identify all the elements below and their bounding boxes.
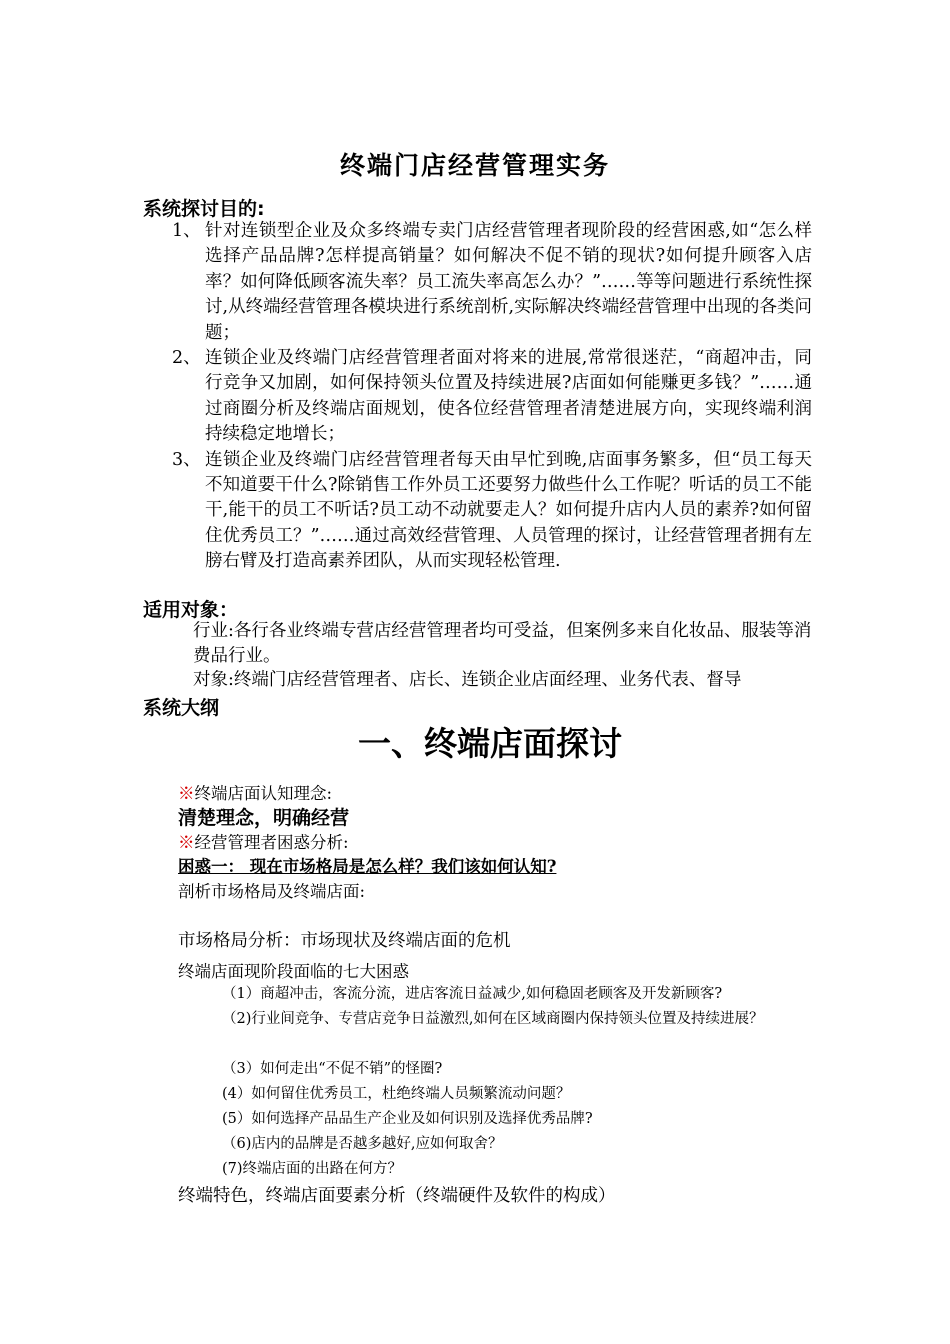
confusion-item: （1）商超冲击，客流分流，进店客流日益减少,如何稳固老顾客及开发新顾客? <box>222 986 723 1002</box>
section-heading: 一、终端店面探讨 <box>358 724 622 763</box>
confusion-item: (5）如何选择产品品生产企业及如何识别及选择优秀品牌? <box>222 1111 593 1127</box>
confusion-item: （3）如何走出“不促不销”的怪圈? <box>222 1061 443 1077</box>
purpose-heading: 系统探讨目的: <box>143 198 265 220</box>
audience-target: 对象:终端门店经营管理者、店长、连锁企业店面经理、业务代表、督导 <box>193 670 742 690</box>
purpose-item-number: 3、 <box>172 449 201 470</box>
purpose-item-text: 连锁企业及终端门店经营管理者每天由早忙到晚,店面事务繁多，但“员工每天不知道要干什么?除销售工作外员工还要努力做些什么工作呢？听话的员工不能干,能干的员工不听话?员工动不动就要走人？如何提升店内人员的素养?如何留住优秀员工？”……通过高效经营管理、人员管理的探讨，让经营管理者拥有左膀右臂及打造高素养团队，从而实现轻松管理. <box>205 449 812 572</box>
purpose-item <box>172 448 812 575</box>
confusion-one: 困惑一： 现在市场格局是怎么样？我们该如何认知? <box>178 857 557 876</box>
audience-heading: 适用对象： <box>143 599 239 621</box>
purpose-item-text: 连锁企业及终端门店经营管理者面对将来的进展,常常很迷茫，“商超冲击，同行竞争又加剧，如何保持领头位置及持续进展?店面如何能赚更多钱？”……通过商圈分析及终端店面规划，使各位经营管理者清楚进展方向，实现终端利润持续稳定地增长； <box>205 348 812 445</box>
concept-bold: 清楚理念，明确经营 <box>178 807 350 829</box>
outline-heading: 系统大纲 <box>143 697 220 719</box>
audience-industry: 行业:各行各业终端专营店经营管理者均可受益，但案例多来自化妆品、服装等消费品行业。 <box>193 621 812 667</box>
document-title: 终端门店经营管理实务 <box>339 151 610 180</box>
purpose-item-text: 针对连锁型企业及众多终端专卖门店经营管理者现阶段的经营困惑,如“怎么样选择产品品牌?怎样提高销量？如何解决不促不销的现状?如何提升顾客入店率？如何降低顾客流失率？员工流失率高怎么办？”……等等问题进行系统性探讨,从终端经营管理各模块进行系统剖析,实际解决终端经营管理中出现的各类问题； <box>205 221 812 343</box>
reference-mark-icon: ※ <box>178 784 195 803</box>
analysis-line: 剖析市场格局及终端店面: <box>178 882 366 901</box>
purpose-item-number: 1、 <box>172 221 201 241</box>
confusion-line <box>178 829 349 853</box>
confusion-item: （2)行业间竞争、专营店竞争日益激烈,如何在区域商圈内保持领头位置及持续进展？ <box>222 1011 764 1027</box>
confusion-label: 经营管理者困惑分析: <box>194 833 349 852</box>
confusion-item: (4）如何留住优秀员工，杜绝终端人员频繁流动问题？ <box>222 1086 571 1102</box>
concept-label: 终端店面认知理念: <box>194 784 333 803</box>
market-analysis: 市场格局分析：市场现状及终端店面的危机 <box>178 931 511 951</box>
purpose-item <box>172 219 812 346</box>
reference-mark-icon: ※ <box>178 833 195 852</box>
seven-confusions-heading: 终端店面现阶段面临的七大困惑 <box>178 962 409 981</box>
purpose-item-number: 2、 <box>172 348 201 369</box>
purpose-list <box>172 219 812 575</box>
purpose-item <box>172 346 812 448</box>
confusion-item: （6)店内的品牌是否越多越好,应如何取舍？ <box>222 1136 503 1152</box>
confusion-item: (7)终端店面的出路在何方？ <box>222 1161 403 1177</box>
features-line: 终端特色，终端店面要素分析（终端硬件及软件的构成） <box>178 1186 616 1206</box>
concept-line <box>178 780 332 804</box>
